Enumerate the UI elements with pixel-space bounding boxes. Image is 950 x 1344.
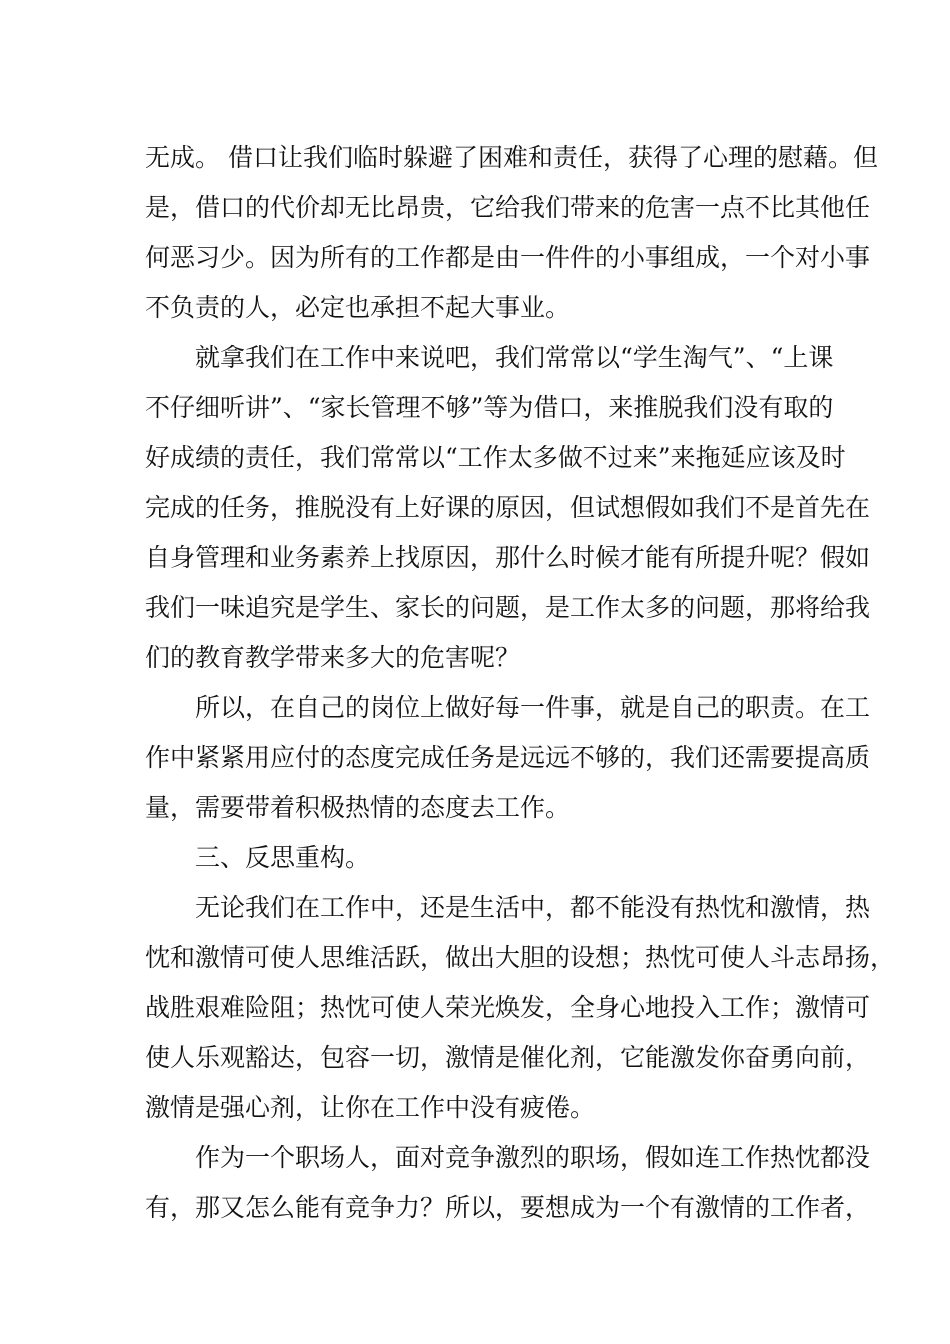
text-line: 战胜艰难险阻；热忱可使人荣光焕发，全身心地投入工作；激情可: [145, 993, 871, 1022]
text-line: 我们一味追究是学生、家长的问题，是工作太多的问题，那将给我: [145, 593, 871, 622]
text-line: 使人乐观豁达，包容一切，激情是催化剂，它能激发你奋勇向前，: [145, 1043, 871, 1072]
text-line: 激情是强心剂，让你在工作中没有疲倦。: [145, 1093, 596, 1122]
text-line: 三、反思重构。: [195, 843, 371, 872]
text-line: 完成的任务，推脱没有上好课的原因，但试想假如我们不是首先在: [145, 493, 871, 522]
text-line: 不仔细听讲”、“家长管理不够”等为借口，来推脱我们没有取的: [145, 393, 834, 422]
text-line: 忱和激情可使人思维活跃，做出大胆的设想；热忱可使人斗志昂扬，: [145, 943, 896, 972]
text-line: 不负责的人，必定也承担不起大事业。: [145, 293, 571, 322]
text-line: 就拿我们在工作中来说吧，我们常常以“学生淘气”、“上课: [195, 343, 834, 372]
text-line: 作为一个职场人，面对竞争激烈的职场，假如连工作热忱都没: [195, 1143, 871, 1172]
text-line: 所以，在自己的岗位上做好每一件事，就是自己的职责。在工: [195, 693, 871, 722]
text-line: 好成绩的责任，我们常常以“工作太多做不过来”来拖延应该及时: [145, 443, 846, 472]
text-line: 自身管理和业务素养上找原因，那什么时候才能有所提升呢？假如: [145, 543, 871, 572]
text-line: 们的教育教学带来多大的危害呢？: [145, 643, 521, 672]
text-line: 是，借口的代价却无比昂贵，它给我们带来的危害一点不比其他任: [145, 193, 871, 222]
text-line: 作中紧紧用应付的态度完成任务是远远不够的，我们还需要提高质: [145, 743, 871, 772]
text-line: 无论我们在工作中，还是生活中，都不能没有热忱和激情，热: [195, 893, 871, 922]
text-line: 有，那又怎么能有竞争力？所以，要想成为一个有激情的工作者，: [145, 1193, 871, 1222]
text-line: 无成。 借口让我们临时躲避了困难和责任，获得了心理的慰藉。但: [145, 143, 878, 172]
text-line: 何恶习少。因为所有的工作都是由一件件的小事组成，一个对小事: [145, 243, 871, 272]
text-line: 量，需要带着积极热情的态度去工作。: [145, 793, 571, 822]
